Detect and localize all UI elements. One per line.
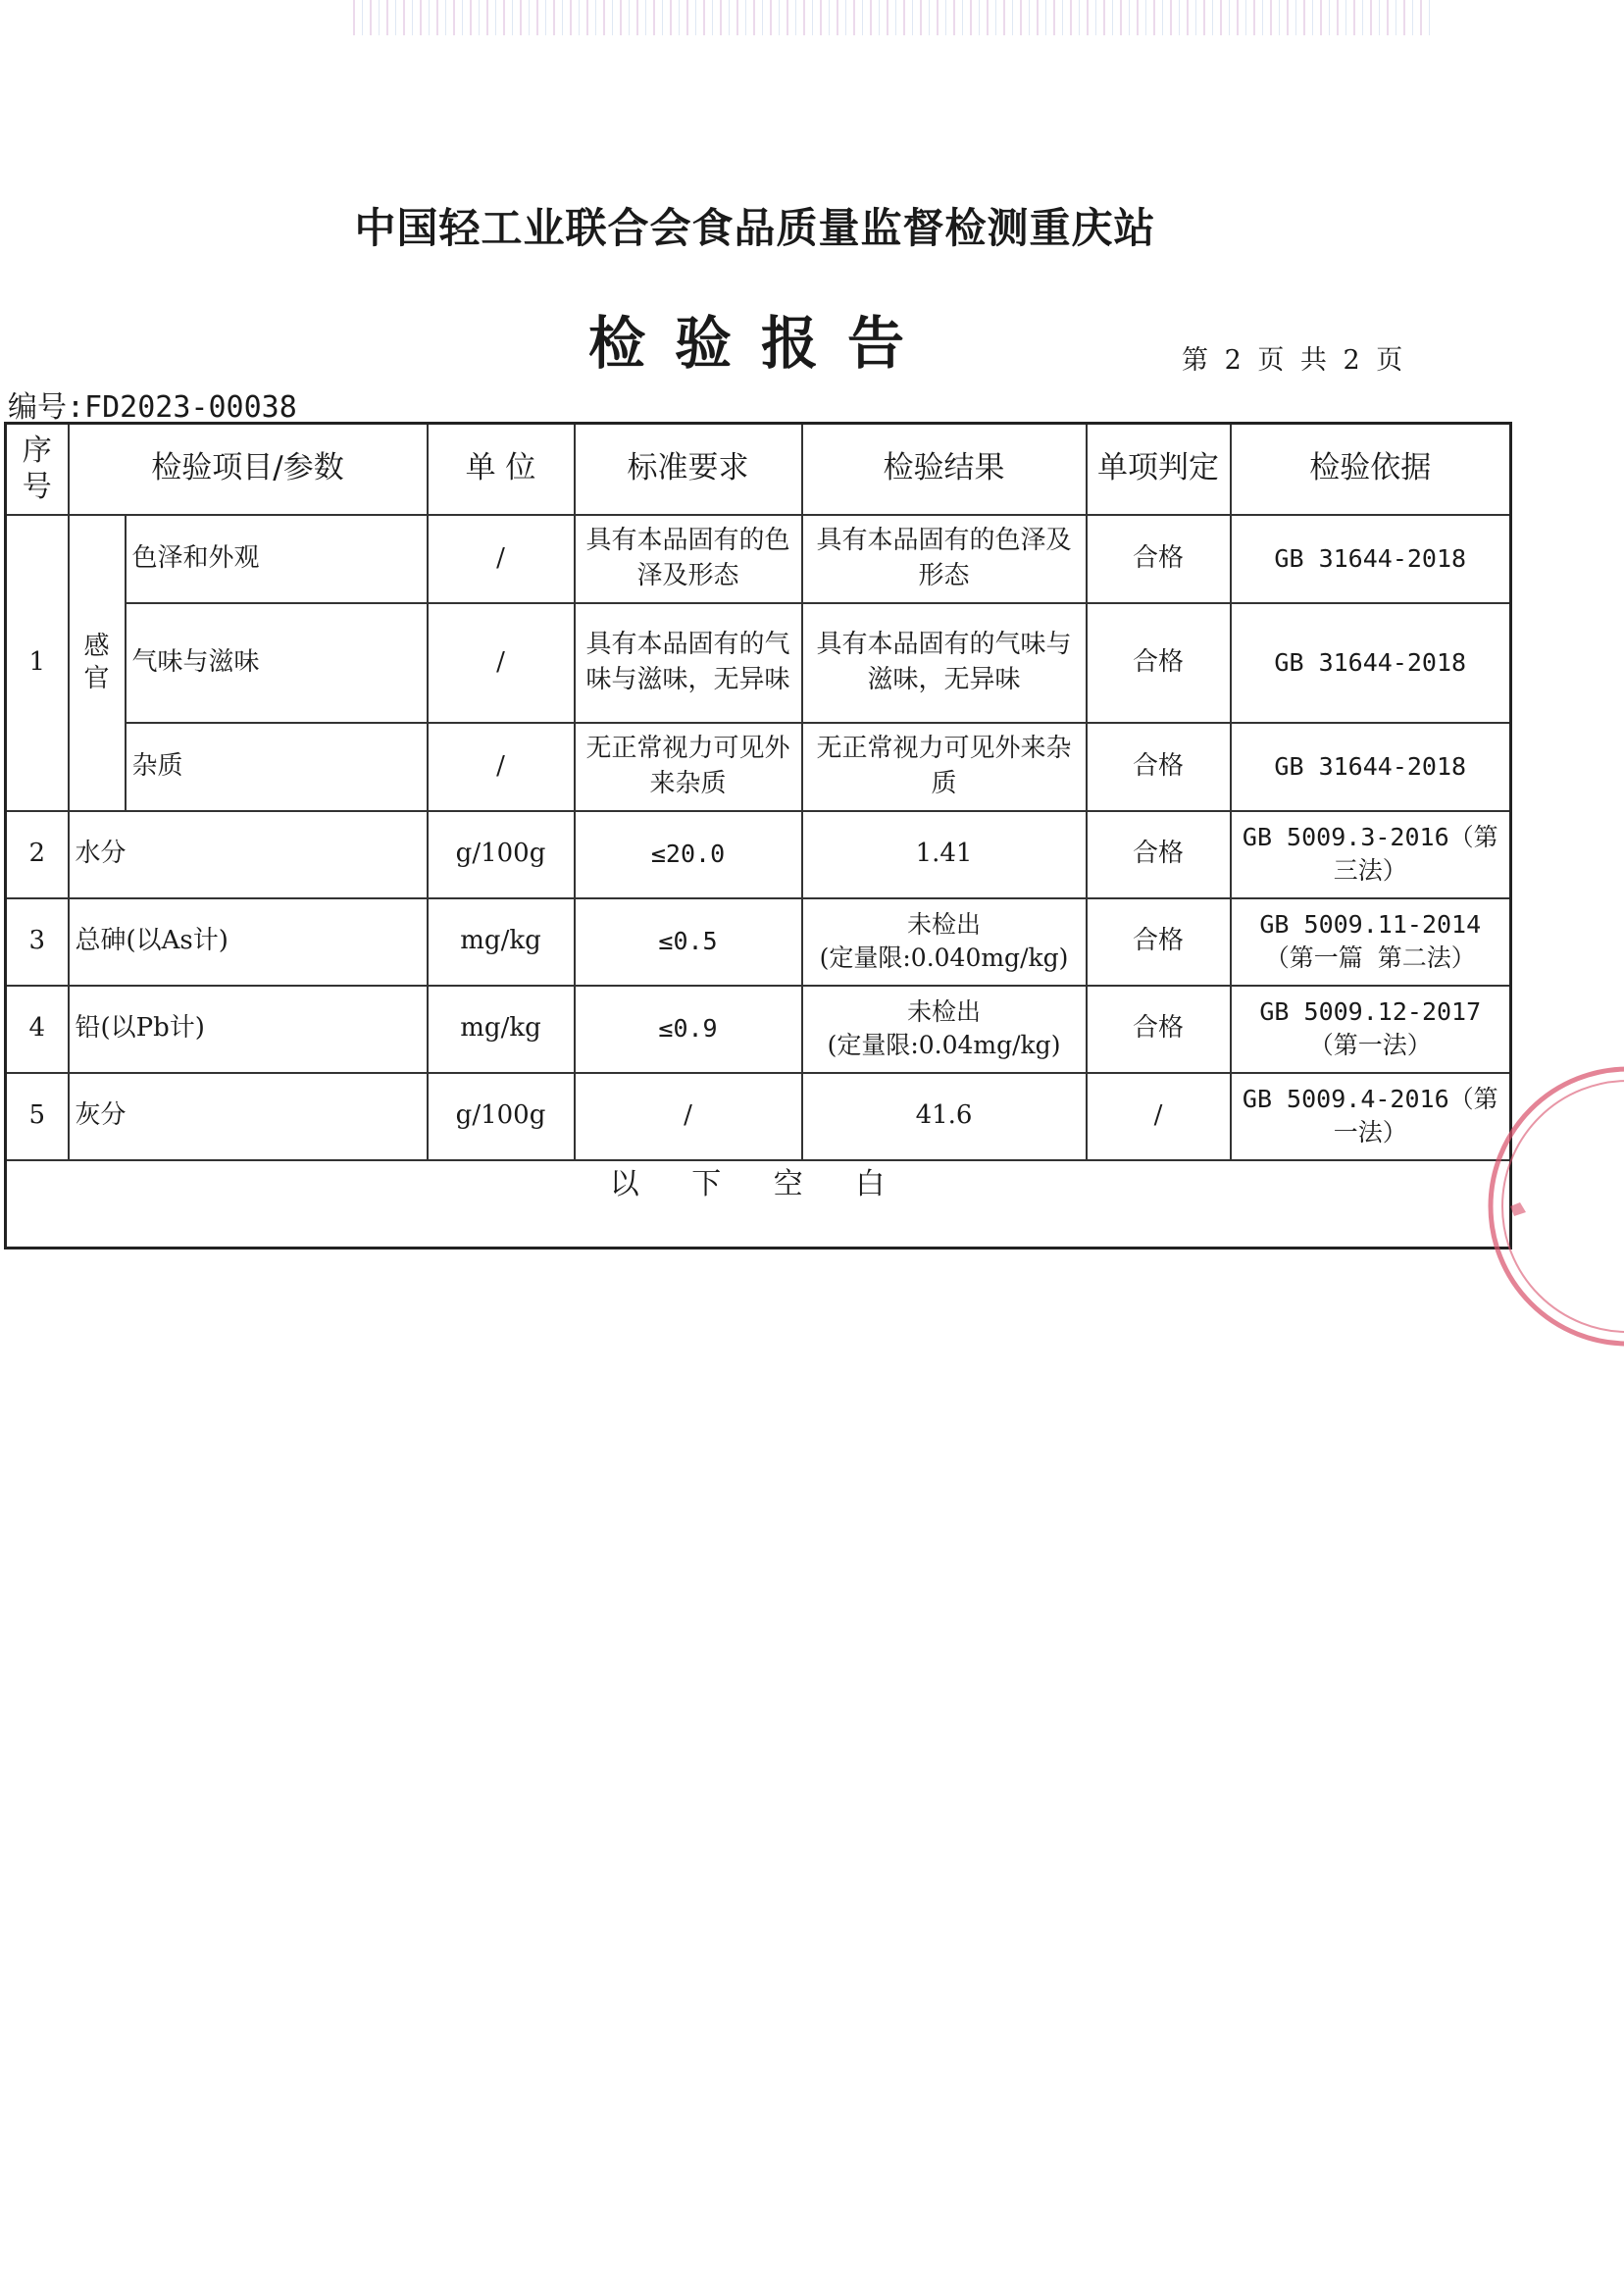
table-row bbox=[6, 603, 1511, 723]
blank-note-row bbox=[6, 1160, 1511, 1249]
organization-name: 中国轻工业联合会食品质量监督检测重庆站 bbox=[354, 204, 1156, 252]
judgment-cell: / bbox=[1087, 1073, 1231, 1160]
judgment-cell: 合格 bbox=[1087, 811, 1231, 898]
inspection-table bbox=[4, 422, 1512, 1249]
judgment-cell: 合格 bbox=[1087, 515, 1231, 603]
unit-cell: g/100g bbox=[428, 811, 575, 898]
table-row bbox=[6, 723, 1511, 811]
report-title: 检验报告 bbox=[588, 310, 935, 377]
seq-cell: 3 bbox=[6, 898, 69, 986]
official-seal-stamp bbox=[1481, 1049, 1624, 1373]
unit-cell: / bbox=[428, 603, 575, 723]
header-judgment: 单项判定 bbox=[1087, 424, 1231, 515]
basis-cell: GB 31644-2018 bbox=[1231, 603, 1511, 723]
item-cell: 水分 bbox=[69, 811, 428, 898]
table-row bbox=[6, 1073, 1511, 1160]
item-cell: 杂质 bbox=[126, 723, 428, 811]
basis-cell: GB 5009.12-2017（第一法） bbox=[1231, 986, 1511, 1073]
seq-cell: 5 bbox=[6, 1073, 69, 1160]
unit-cell: g/100g bbox=[428, 1073, 575, 1160]
judgment-cell: 合格 bbox=[1087, 986, 1231, 1073]
standard-cell: / bbox=[575, 1073, 802, 1160]
blank-note: 以 下 空 白 bbox=[6, 1160, 1511, 1249]
item-cell: 气味与滋味 bbox=[126, 603, 428, 723]
report-number: 编号:FD2023-00038 bbox=[8, 390, 297, 425]
result-cell: 具有本品固有的气味与滋味，无异味 bbox=[802, 603, 1087, 723]
header-item: 检验项目/参数 bbox=[69, 424, 428, 515]
table-row bbox=[6, 811, 1511, 898]
result-cell: 具有本品固有的色泽及形态 bbox=[802, 515, 1087, 603]
header-result: 检验结果 bbox=[802, 424, 1087, 515]
basis-cell: GB 31644-2018 bbox=[1231, 515, 1511, 603]
table-row bbox=[6, 515, 1511, 603]
result-cell: 未检出 (定量限:0.04mg/kg) bbox=[802, 986, 1087, 1073]
unit-cell: / bbox=[428, 515, 575, 603]
unit-cell: mg/kg bbox=[428, 986, 575, 1073]
judgment-cell: 合格 bbox=[1087, 603, 1231, 723]
basis-cell: GB 5009.3-2016（第三法） bbox=[1231, 811, 1511, 898]
result-cell: 41.6 bbox=[802, 1073, 1087, 1160]
standard-cell: ≤0.9 bbox=[575, 986, 802, 1073]
result-cell: 未检出 (定量限:0.040mg/kg) bbox=[802, 898, 1087, 986]
basis-cell: GB 31644-2018 bbox=[1231, 723, 1511, 811]
scan-artifact bbox=[353, 0, 1432, 35]
judgment-cell: 合格 bbox=[1087, 898, 1231, 986]
category-cell bbox=[69, 515, 126, 811]
header-seq bbox=[6, 424, 69, 515]
header-unit: 单 位 bbox=[428, 424, 575, 515]
standard-cell: ≤0.5 bbox=[575, 898, 802, 986]
seq-cell: 1 bbox=[6, 515, 69, 811]
unit-cell: mg/kg bbox=[428, 898, 575, 986]
table-row bbox=[6, 986, 1511, 1073]
item-cell: 灰分 bbox=[69, 1073, 428, 1160]
standard-cell: ≤20.0 bbox=[575, 811, 802, 898]
result-cell: 无正常视力可见外来杂质 bbox=[802, 723, 1087, 811]
item-cell: 色泽和外观 bbox=[126, 515, 428, 603]
table-row bbox=[6, 898, 1511, 986]
judgment-cell: 合格 bbox=[1087, 723, 1231, 811]
item-cell: 铅(以Pb计) bbox=[69, 986, 428, 1073]
result-cell: 1.41 bbox=[802, 811, 1087, 898]
header-seq-text: 序号 bbox=[22, 433, 52, 505]
category-text: 感官 bbox=[83, 632, 110, 693]
header-basis: 检验依据 bbox=[1231, 424, 1511, 515]
table-header-row bbox=[6, 424, 1511, 515]
standard-cell: 具有本品固有的气味与滋味，无异味 bbox=[575, 603, 802, 723]
item-cell: 总砷(以As计) bbox=[69, 898, 428, 986]
header-standard: 标准要求 bbox=[575, 424, 802, 515]
seq-cell: 4 bbox=[6, 986, 69, 1073]
unit-cell: / bbox=[428, 723, 575, 811]
standard-cell: 无正常视力可见外来杂质 bbox=[575, 723, 802, 811]
basis-cell: GB 5009.11-2014（第一篇 第二法） bbox=[1231, 898, 1511, 986]
seq-cell: 2 bbox=[6, 811, 69, 898]
page-info: 第 2 页 共 2 页 bbox=[1182, 345, 1407, 376]
standard-cell: 具有本品固有的色泽及形态 bbox=[575, 515, 802, 603]
basis-cell: GB 5009.4-2016（第一法） bbox=[1231, 1073, 1511, 1160]
